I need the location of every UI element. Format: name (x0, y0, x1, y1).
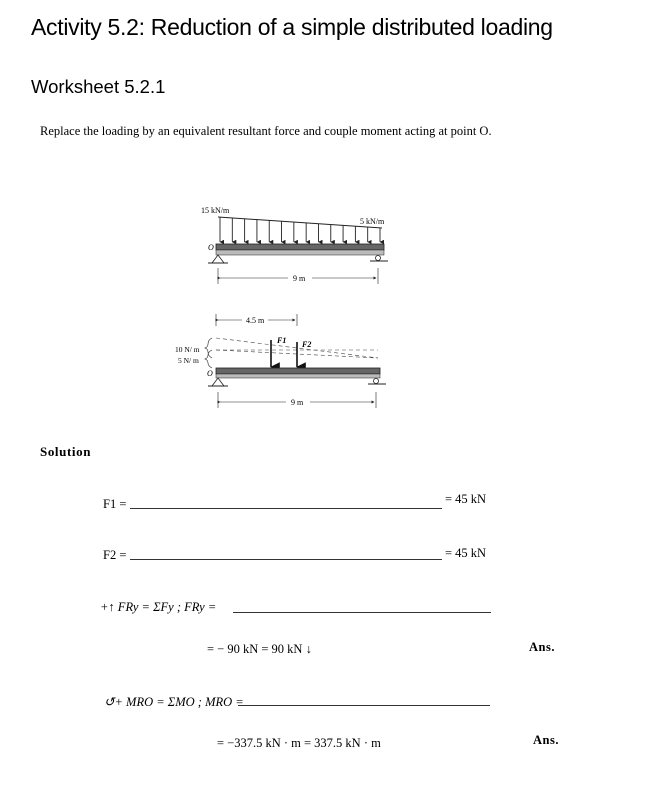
f2-answer: = 45 kN (445, 546, 487, 560)
right-load-label: 5 kN/m (360, 217, 385, 226)
f1-blank (130, 508, 442, 509)
f1-answer: = 45 kN (445, 492, 487, 506)
resultant-moment-ans-label: Ans. (533, 733, 559, 747)
resultant-force-blank (233, 612, 491, 613)
resultant-diagram (170, 312, 410, 412)
beam (216, 244, 384, 250)
loading-diagram (190, 200, 410, 300)
pin-support (212, 255, 224, 263)
f1-label: F1 (277, 336, 287, 345)
resultant-force-ans-label: Ans. (529, 640, 555, 654)
f2-label: F2 (302, 340, 312, 349)
activity-title: Activity 5.2: Reduction of a simple distributed loading (31, 14, 553, 40)
resultant-force-equation: +↑ FRy = ΣFy ; FRy = (100, 600, 217, 614)
load-envelope (218, 217, 382, 228)
load-lower-label: 5 N/ m (178, 356, 199, 365)
half-span-label: 4.5 m (246, 316, 265, 325)
resultant-moment-equation: ↺+ MRO = ΣMO ; MRO = (104, 695, 244, 709)
load-arrows (220, 217, 380, 242)
resultant-force-answer: = − 90 kN = 90 kN ↓ (207, 642, 312, 656)
pin-support (212, 378, 224, 386)
problem-statement: Replace the loading by an equivalent resultant force and couple moment acting at point O. (40, 124, 492, 138)
span-label: 9 m (291, 398, 304, 407)
load-upper-label: 10 N/ m (175, 345, 200, 354)
beam (216, 368, 380, 374)
resultant-moment-answer: = −337.5 kN · m = 337.5 kN · m (217, 736, 381, 750)
point-o-label: O (208, 243, 214, 252)
left-load-label: 15 kN/m (201, 206, 230, 215)
worksheet-title: Worksheet 5.2.1 (31, 76, 166, 97)
roller-support (374, 379, 379, 384)
span-label: 9 m (293, 274, 306, 283)
f2-blank (130, 559, 442, 560)
f2-label: F2 = (103, 548, 127, 562)
resultant-moment-blank (238, 705, 490, 706)
roller-support (376, 256, 381, 261)
f1-label: F1 = (103, 497, 127, 511)
solution-heading: Solution (40, 444, 92, 459)
point-o-label: O (207, 369, 213, 378)
